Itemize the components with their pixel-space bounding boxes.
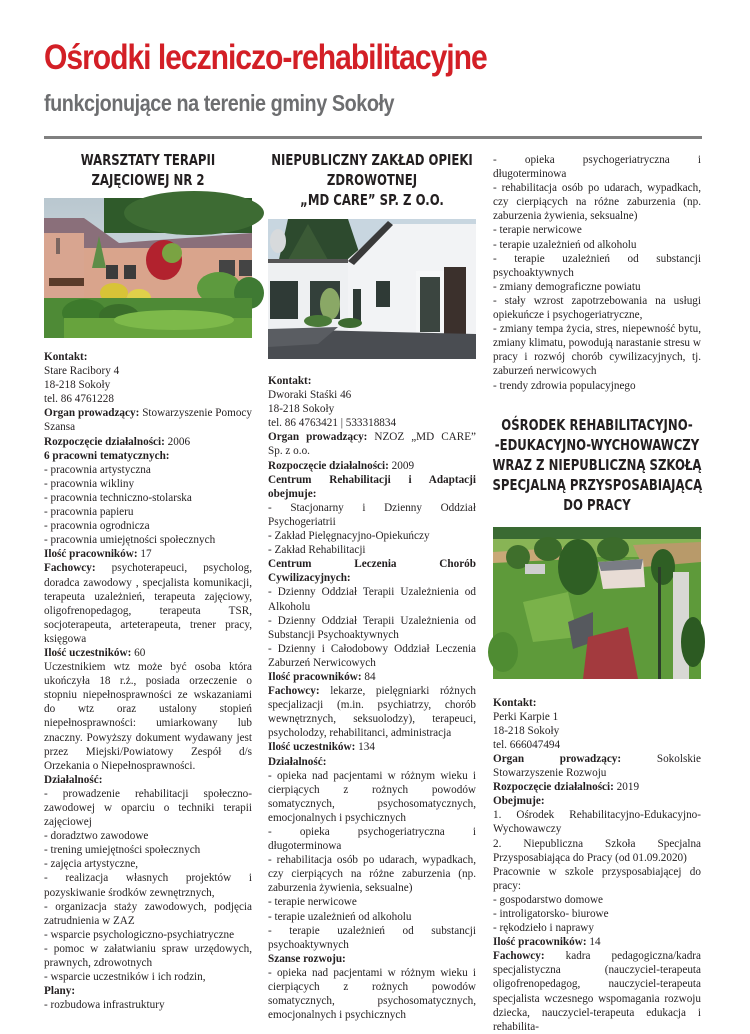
participants-value: 134 bbox=[358, 741, 375, 754]
section-title bbox=[43, 150, 252, 190]
experts-label: Fachowcy: bbox=[493, 950, 545, 963]
workshops-label: Pracownie w szkole przysposabiającej do pracy: bbox=[493, 865, 701, 892]
mdcare-chances-continued bbox=[493, 153, 701, 393]
experts-label: Fachowcy: bbox=[268, 685, 320, 698]
phone-number: tel. 86 4763421 | 533318834 bbox=[268, 417, 397, 430]
list-item: - stały wzrost zapotrzebowania na usługi opiekuńcze i psychogeriatryczne, bbox=[493, 294, 701, 322]
includes-label: Obejmuje: bbox=[493, 795, 545, 808]
title-line: WARSZTATY TERAPII bbox=[80, 151, 216, 169]
address-line: Dworaki Staśki 46 bbox=[268, 389, 352, 402]
kontakt-label: Kontakt: bbox=[493, 696, 537, 709]
page-title: Ośrodki leczniczo-rehabilitacyjne bbox=[44, 38, 487, 77]
address-line: Perki Karpie 1 bbox=[493, 710, 559, 723]
list-item: - prowadzenie rehabilitacji społeczno-zawodowej w oparciu o techniki terapii zajęciowej bbox=[44, 787, 252, 829]
list-item: - pracownia papieru bbox=[44, 506, 134, 519]
list-item: - Zakład Rehabilitacji bbox=[268, 544, 366, 557]
plans-label: Plany: bbox=[44, 985, 76, 998]
title-line: ZAJĘCIOWEJ NR 2 bbox=[91, 171, 205, 189]
title-line: WRAZ Z NIEPUBLICZNĄ SZKOŁĄ bbox=[492, 455, 702, 474]
activity-label: Działalność: bbox=[44, 773, 103, 786]
start-label: Rozpoczęcie działalności: bbox=[268, 459, 389, 472]
kontakt-label: Kontakt: bbox=[268, 375, 312, 387]
list-item: - zmiany tempa życia, stres, niepewność bytu, zmiany klimatu, powodują narastanie stresu w pracy i rozwój chorób cywilizacyjnych, tj. zaburzeń nerwicowych bbox=[493, 323, 701, 378]
section-title bbox=[267, 150, 476, 210]
list-item: - pracownia umiejętności społecznych bbox=[44, 534, 216, 547]
organ-label: Organ prowadzący: bbox=[493, 752, 622, 765]
list-item: - terapie nerwicowe bbox=[493, 224, 582, 237]
participants-description: Uczestnikiem wtz może być osoba która ukończyła 18 r.ż., posiada orzeczenie o stopniu niepełnosprawności ze wskazaniami do wtz oraz ustalony stopień niepełnosprawności: umiarkowany lub znaczny. Powyższy dokument wydawany jest przez Miejski/Powiatowy Zespół d/s Orzekania o Niepełnosprawności. bbox=[44, 661, 252, 772]
list-item: - terapie uzależnień od substancji psychoaktywnych bbox=[493, 252, 701, 279]
list-item: - realizacja własnych projektów i pozyskiwanie środków zewnętrznych, bbox=[44, 872, 252, 899]
start-value: 2006 bbox=[167, 435, 191, 448]
list-item: - trening umiejętności społecznych bbox=[44, 844, 201, 857]
organ-label: Organ prowadzący: bbox=[268, 431, 368, 444]
list-item: - rozbudowa infrastruktury bbox=[44, 999, 165, 1012]
kontakt-label: Kontakt: bbox=[44, 351, 88, 363]
section-title bbox=[492, 415, 701, 515]
title-line: „MD CARE” SP. Z O.O. bbox=[300, 191, 444, 209]
list-item: - gospodarstwo domowe bbox=[493, 893, 603, 906]
orew-details bbox=[493, 696, 701, 1034]
list-item: - terapie uzależnień od substancji psychoaktywnych bbox=[268, 924, 476, 951]
participants-value: 60 bbox=[134, 646, 146, 659]
list-item: - zajęcia artystyczne, bbox=[44, 858, 139, 871]
list-item: - pracownia wikliny bbox=[44, 477, 135, 490]
activity-label: Działalność: bbox=[268, 755, 327, 768]
list-item: - Zakład Pielęgnacyjno-Opiekuńczy bbox=[268, 530, 430, 543]
staff-label: Ilość pracowników: bbox=[268, 670, 362, 683]
section-orew bbox=[493, 153, 701, 1034]
list-item: - Stacjonarny i Dzienny Oddział Psychogeriatrii bbox=[268, 501, 476, 528]
participants-label: Ilość uczestników: bbox=[268, 741, 356, 754]
list-item: - terapie uzależnień od alkoholu bbox=[268, 910, 412, 923]
list-item: - terapie uzależnień od alkoholu bbox=[493, 238, 637, 251]
list-item: - opieka psychogeriatryczna i długoterminowa bbox=[268, 826, 476, 853]
address-line: 18-218 Sokoły bbox=[493, 724, 560, 737]
list-item: - opieka psychogeriatryczna i długoterminowa bbox=[493, 154, 701, 181]
list-item: - wsparcie psychologiczno-psychiatryczne bbox=[44, 928, 235, 941]
chances-label: Szanse rozwoju: bbox=[268, 952, 346, 965]
list-item: - pracownia techniczno-stolarska bbox=[44, 491, 192, 504]
page-subtitle: funkcjonujące na terenie gminy Sokoły bbox=[44, 90, 395, 116]
start-value: 2019 bbox=[616, 781, 640, 794]
list-item: - Dzienny i Całodobowy Oddział Leczenia Zaburzeń Nerwicowych bbox=[268, 642, 476, 669]
white-clinic-building-photo bbox=[268, 219, 476, 359]
phone-number: tel. 86 4761228 bbox=[44, 393, 114, 406]
mdcare-details bbox=[268, 374, 476, 1022]
experts-value: lekarze, pielęgniarki różnych specjalizacji (m.in. psychiatrzy, chorób wewnętrznych, seksuolodzy), terapeuci, psycholodzy, rehabilitanci, administracja bbox=[268, 685, 476, 740]
staff-label: Ilość pracowników: bbox=[493, 936, 587, 949]
staff-value: 17 bbox=[140, 548, 152, 561]
title-line: ZDROWOTNEJ bbox=[326, 171, 418, 189]
list-item: - opieka nad pacjentami w różnym wieku i cierpiących z rożnych powodów somatycznych, psychosomatycznych, emocjonalnych i psychicznych bbox=[268, 966, 476, 1022]
list-item: 2. Niepubliczna Szkoła Specjalna Przysposabiająca do Pracy (od 01.09.2020) bbox=[493, 837, 701, 864]
section-mdcare bbox=[268, 150, 476, 1022]
header-divider bbox=[44, 136, 702, 139]
address-line: Stare Racibory 4 bbox=[44, 365, 120, 378]
list-item: - introligatorsko- biurowe bbox=[493, 908, 609, 920]
section-wtz bbox=[44, 150, 252, 1012]
experts-label: Fachowcy: bbox=[44, 562, 96, 575]
experts-value: psychoterapeuci, psycholog, doradca zawodowy , specjalista komunikacji, terapeuta uzależnień, terapeuta zajęciowy, oligofrenopedagog, terapeuta TSR, socjoterapeuta, arteterapeuta, trener pracy, księgowa bbox=[44, 562, 252, 645]
experts-value: kadra pedagogiczna/kadra specjalistyczna (nauczyciel-terapeuta oligofrenopedagog, nauczyciel-terapeuta specjalista wczesnego wspomagania rozwoju dziecka, nauczyciel-terapeuta edukacja i rehabilita- bbox=[493, 950, 701, 1033]
list-item: - opieka nad pacjentami w różnym wieku i cierpiących z rożnych powodów somatycznych, psychosomatycznych, emocjonalnych i psychicznych bbox=[268, 769, 476, 824]
organ-value: Sokolskie Stowarzyszenie Rozwoju bbox=[493, 752, 701, 780]
start-label: Rozpoczęcie działalności: bbox=[44, 435, 165, 448]
rehab-label: Centrum Rehabilitacji i Adaptacji obejmuje: bbox=[268, 473, 476, 500]
organ-value: NZOZ „MD CARE” Sp. z o.o. bbox=[268, 431, 476, 458]
list-item: - pracownia ogrodnicza bbox=[44, 520, 150, 533]
title-line: DO PRACY bbox=[563, 495, 631, 514]
building-with-garden-photo bbox=[44, 198, 252, 338]
address-line: 18-218 Sokoły bbox=[44, 379, 111, 392]
list-item: 1. Ośrodek Rehabilitacyjno-Edukacyjno-Wychowawczy bbox=[493, 809, 701, 836]
organ-value: Stowarzyszenie Pomocy Szansa bbox=[44, 407, 252, 434]
organ-label: Organ prowadzący: bbox=[44, 407, 140, 420]
list-item: - Dzienny Oddział Terapii Uzależnienia od Substancji Psychoaktywnych bbox=[268, 614, 476, 641]
address-line: 18-218 Sokoły bbox=[268, 403, 335, 416]
start-label: Rozpoczęcie działalności: bbox=[493, 781, 614, 794]
aerial-view-photo bbox=[493, 527, 701, 679]
staff-value: 14 bbox=[589, 936, 601, 949]
list-item: - Dzienny Oddział Terapii Uzależnienia od Alkoholu bbox=[268, 586, 476, 613]
list-item: - wsparcie uczestników i ich rodzin, bbox=[44, 971, 206, 984]
list-item: - doradztwo zawodowe bbox=[44, 830, 149, 843]
participants-label: Ilość uczestników: bbox=[44, 646, 132, 659]
title-line: NIEPUBLICZNY ZAKŁAD OPIEKI bbox=[271, 151, 473, 169]
list-item: - pomoc w załatwianiu spraw urzędowych, prawnych, zdrowotnych bbox=[44, 942, 252, 970]
list-item: - rehabilitacja osób po udarach, wypadkach, czy cierpiących na różne zaburzenia (np. zaburzenia żywienia, seksualne) bbox=[493, 182, 701, 223]
staff-label: Ilość pracowników: bbox=[44, 548, 138, 561]
civil-label: Centrum Leczenia Chorób Cywilizacyjnych: bbox=[268, 558, 476, 585]
list-item: - rehabilitacja osób po udarach, wypadkach, czy cierpiących na różne zaburzenia (np. zaburzenia żywienia, seksualne) bbox=[268, 854, 476, 895]
list-item: - rękodzieło i naprawy bbox=[493, 922, 594, 935]
list-item: - organizacja staży zawodowych, podjęcia zatrudnienia w ZAZ bbox=[44, 900, 252, 927]
list-item: - zmiany demograficzne powiatu bbox=[493, 280, 641, 293]
wtz-details bbox=[44, 350, 252, 1012]
list-item: - trendy zdrowia populacyjnego bbox=[493, 379, 636, 392]
title-line: OŚRODEK REHABILITACYJNO- bbox=[501, 415, 693, 434]
workshops-label: 6 pracowni tematycznych: bbox=[44, 449, 170, 462]
title-line: SPECJALNĄ PRZYSPOSABIAJĄCĄ bbox=[492, 475, 703, 494]
start-value: 2009 bbox=[391, 459, 415, 472]
list-item: - pracownia artystyczna bbox=[44, 463, 151, 476]
phone-number: tel. 666047494 bbox=[493, 738, 561, 751]
title-line: -EDUKACYJNO-WYCHOWAWCZY bbox=[494, 435, 700, 454]
staff-value: 84 bbox=[364, 670, 376, 683]
list-item: - terapie nerwicowe bbox=[268, 896, 357, 909]
